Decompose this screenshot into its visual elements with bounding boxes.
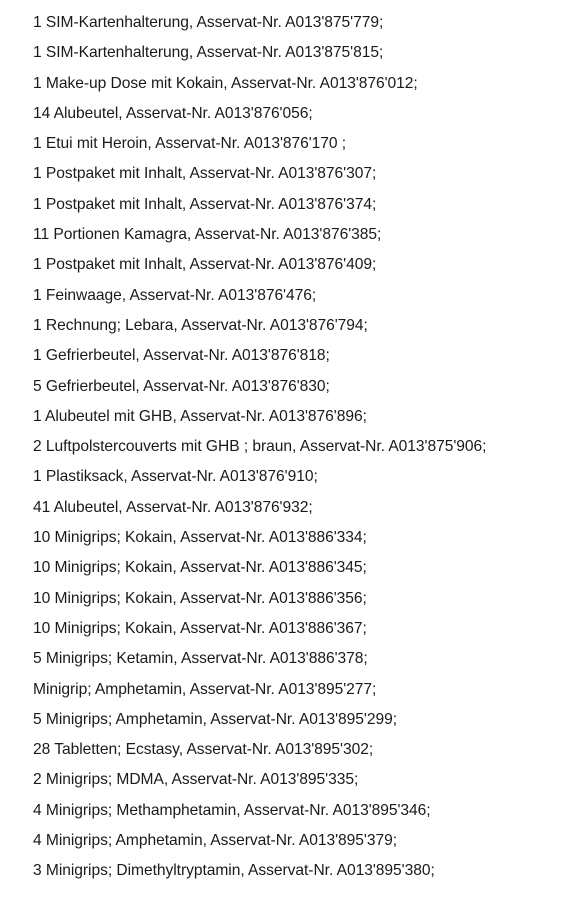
list-item: 1 Postpaket mit Inhalt, Asservat-Nr. A013'876'374;	[33, 195, 377, 213]
list-item: 3 Minigrips; Dimethyltryptamin, Asservat-Nr. A013'895'380;	[33, 862, 435, 880]
list-item: 1 Alubeutel mit GHB, Asservat-Nr. A013'876'896;	[33, 407, 367, 425]
list-item: 4 Minigrips; Methamphetamin, Asservat-Nr. A013'895'346;	[33, 801, 431, 819]
list-item: 4 Minigrips; Amphetamin, Asservat-Nr. A013'895'379;	[33, 832, 397, 850]
list-item: 5 Minigrips; Ketamin, Asservat-Nr. A013'886'378;	[33, 650, 368, 668]
list-item: 10 Minigrips; Kokain, Asservat-Nr. A013'886'334;	[33, 529, 367, 547]
list-item: 1 SIM-Kartenhalterung, Asservat-Nr. A013'875'815;	[33, 44, 384, 62]
list-item: 1 Etui mit Heroin, Asservat-Nr. A013'876'170 ;	[33, 135, 347, 153]
list-item: 1 Postpaket mit Inhalt, Asservat-Nr. A013'876'409;	[33, 256, 377, 274]
list-item: 1 SIM-Kartenhalterung, Asservat-Nr. A013'875'779;	[33, 14, 384, 31]
list-item: 5 Minigrips; Amphetamin, Asservat-Nr. A013'895'299;	[33, 710, 397, 728]
list-item: 1 Feinwaage, Asservat-Nr. A013'876'476;	[33, 286, 317, 304]
evidence-list	[33, 8, 486, 887]
list-item: 5 Gefrierbeutel, Asservat-Nr. A013'876'830;	[33, 377, 330, 395]
list-item: 11 Portionen Kamagra, Asservat-Nr. A013'876'385;	[33, 226, 382, 244]
list-item: 2 Luftpolstercouverts mit GHB ; braun, Asservat-Nr. A013'875'906;	[33, 438, 487, 456]
list-item: 10 Minigrips; Kokain, Asservat-Nr. A013'886'367;	[33, 619, 367, 637]
list-item: 1 Make-up Dose mit Kokain, Asservat-Nr. A013'876'012;	[33, 74, 418, 92]
list-item: 1 Gefrierbeutel, Asservat-Nr. A013'876'818;	[33, 347, 330, 365]
list-item: 41 Alubeutel, Asservat-Nr. A013'876'932;	[33, 498, 313, 516]
list-item: 1 Postpaket mit Inhalt, Asservat-Nr. A013'876'307;	[33, 165, 377, 183]
list-item: 2 Minigrips; MDMA, Asservat-Nr. A013'895'335;	[33, 771, 359, 789]
list-item: 1 Rechnung; Lebara, Asservat-Nr. A013'876'794;	[33, 316, 368, 334]
list-item: 10 Minigrips; Kokain, Asservat-Nr. A013'886'356;	[33, 589, 367, 607]
list-item: 28 Tabletten; Ecstasy, Asservat-Nr. A013'895'302;	[33, 741, 374, 759]
list-item: Minigrip; Amphetamin, Asservat-Nr. A013'895'277;	[33, 680, 377, 698]
list-item: 1 Plastiksack, Asservat-Nr. A013'876'910;	[33, 468, 318, 486]
list-item: 14 Alubeutel, Asservat-Nr. A013'876'056;	[33, 104, 313, 122]
list-item: 10 Minigrips; Kokain, Asservat-Nr. A013'886'345;	[33, 559, 367, 577]
